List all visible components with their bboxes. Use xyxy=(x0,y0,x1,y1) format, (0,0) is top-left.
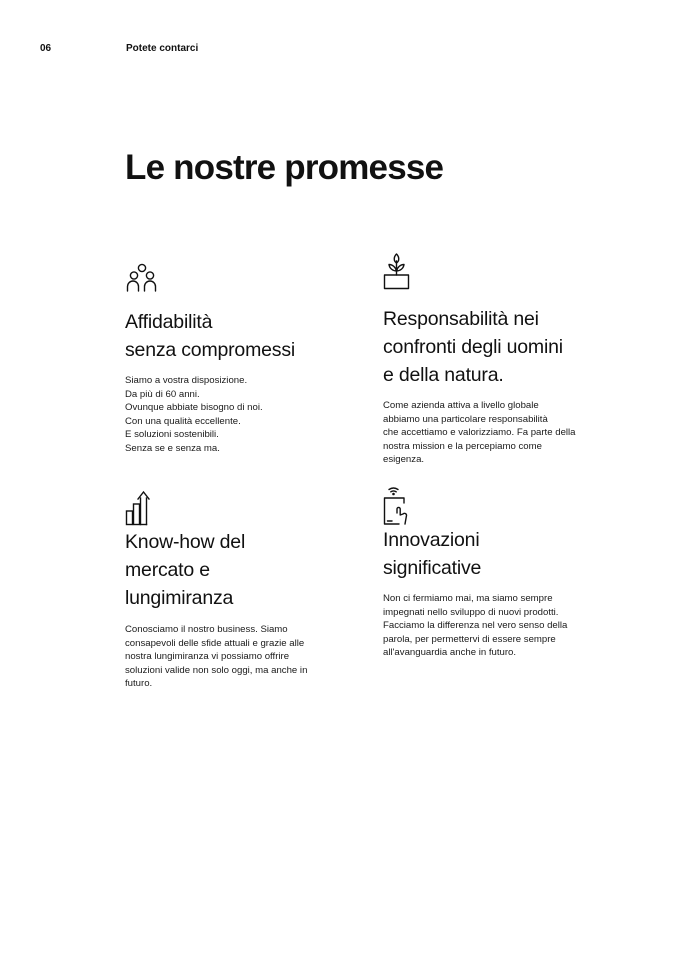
section-title: Potete contarci xyxy=(126,43,199,54)
promise-block-reliability xyxy=(125,260,340,456)
promise-body: Conosciamo il nostro business. Siamo consapevoli delle sfide attuali e grazie alle nostra lungimiranza vi possiamo offrire soluzioni valide non solo oggi, ma anche in futuro. xyxy=(125,624,308,690)
people-icon xyxy=(125,260,159,296)
smartphone-wifi-icon xyxy=(383,487,417,523)
promise-body: Come azienda attiva a livello globale abbiamo una particolare responsabilità che accettiamo e valorizziamo. Fa parte della nostra mission e la percepiamo come esigenza. xyxy=(383,400,576,466)
promise-block-innovation xyxy=(383,487,598,660)
promise-body: Siamo a vostra disposizione. Da più di 60 anni. Ovunque abbiate bisogno di noi. Con una qualità eccellente. E soluzioni sostenibili. Senza se e senza ma. xyxy=(125,375,263,454)
page-number: 06 xyxy=(40,43,52,54)
promise-heading: Responsabilità nei confronti degli uomini e della natura. xyxy=(383,308,563,386)
plant-icon xyxy=(383,253,417,289)
promise-heading: Affidabilità senza compromessi xyxy=(125,311,295,361)
promise-block-responsibility xyxy=(383,253,598,467)
promise-heading: Innovazioni significative xyxy=(383,529,482,579)
promise-body: Non ci fermiamo mai, ma siamo sempre impegnati nello sviluppo di nuovi prodotti. Facciamo la differenza nel vero senso della parola, per permettervi di essere sempre all'avanguardia anche in futuro. xyxy=(383,593,568,659)
promise-block-knowhow xyxy=(125,489,340,691)
page-title: Le nostre promesse xyxy=(125,148,444,187)
growth-chart-icon xyxy=(125,489,159,525)
promise-heading: Know-how del mercato e lungimiranza xyxy=(125,531,246,609)
